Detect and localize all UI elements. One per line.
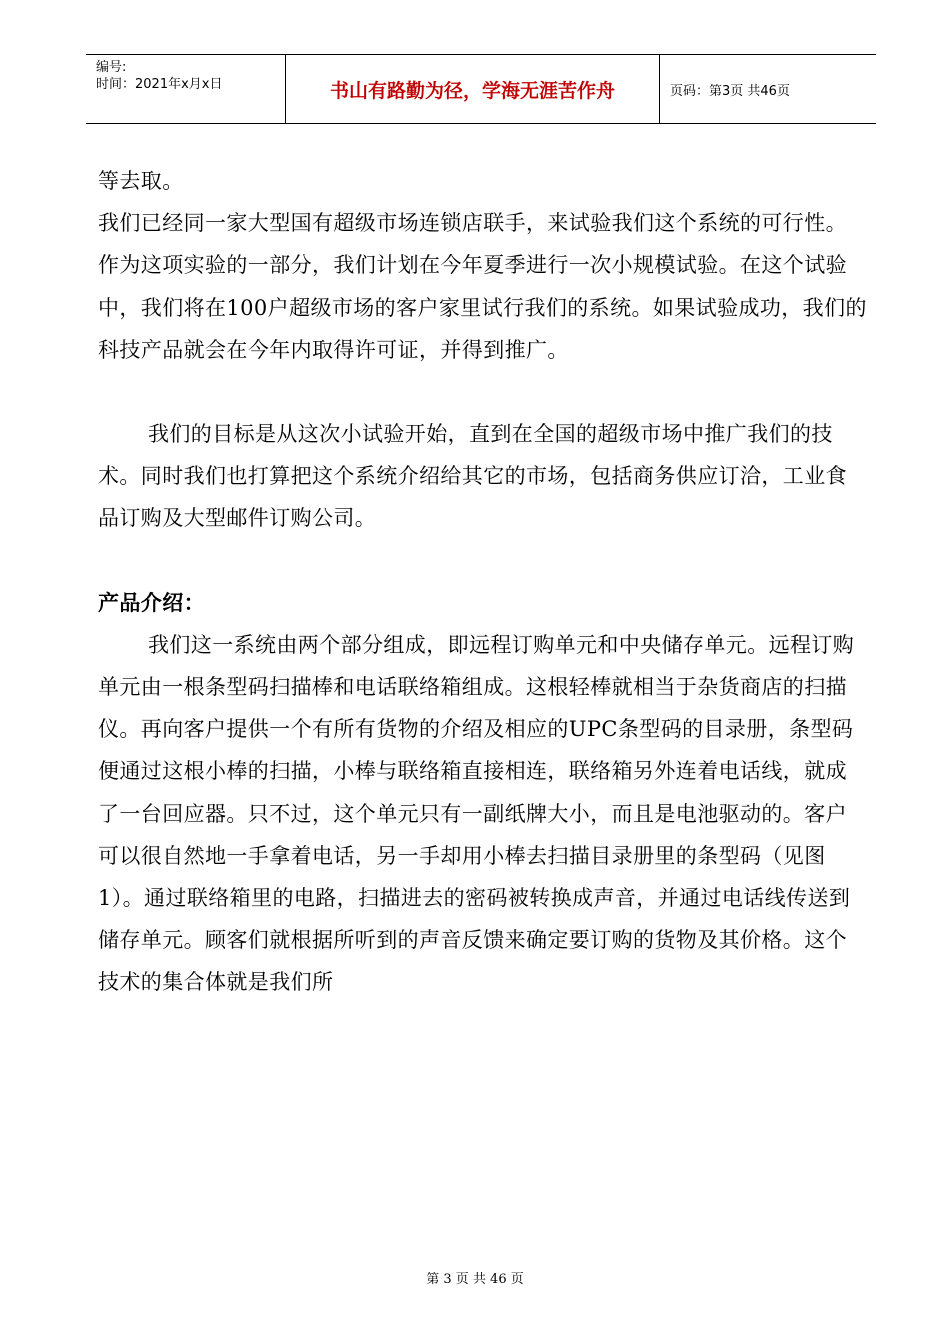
- paragraph-goal: 我们的目标是从这次小试验开始，直到在全国的超级市场中推广我们的技术。同时我们也打算把这个系统介绍给其它的市场，包括商务供应订洽，工业食品订购及大型邮件订购公司。: [98, 422, 847, 531]
- header-motto: 书山有路勤为径，学海无涯苦作舟: [286, 55, 660, 123]
- paragraph-product: 我们这一系统由两个部分组成，即远程订购单元和中央储存单元。远程订购单元由一根条型码扫描棒和电话联络箱组成。这根轻棒就相当于杂货商店的扫描仪。再向客户提供一个有所有货物的介绍及相应的UPC条型码的目录册，条型码便通过这根小棒的扫描，小棒与联络箱直接相连，联络箱另外连着电话线，就成了一台回应器。只不过，这个单元只有一副纸牌大小，而且是电池驱动的。客户可以很自然地一手拿着电话，另一手却用小棒去扫描目录册里的条型码（见图1）。通过联络箱里的电路，扫描进去的密码被转换成声音，并通过电话线传送到储存单元。顾客们就根据所听到的声音反馈来确定要订购的货物及其价格。这个技术的集合体就是我们所: [98, 632, 855, 995]
- time-label: 时间：2021年x月x日: [96, 77, 223, 92]
- page-header: [86, 54, 876, 124]
- section-heading: 产品介绍：: [98, 590, 205, 615]
- number-label: 编号:: [96, 60, 127, 75]
- paragraph-trial: 我们已经同一家大型国有超级市场连锁店联手，来试验我们这个系统的可行性。作为这项实验的一部分，我们计划在今年夏季进行一次小规模试验。在这个试验中，我们将在100户超级市场的客户家里试行我们的系统。如果试验成功，我们的科技产品就会在今年内取得许可证，并得到推广。: [98, 211, 867, 362]
- page-footer: 第 3 页 共 46 页: [426, 1272, 524, 1287]
- header-meta: [86, 55, 286, 123]
- paragraph-continuation: 等去取。: [98, 169, 184, 193]
- header-page-info: 页码：第3页 共46页: [670, 83, 790, 99]
- paragraph-gap: [98, 540, 868, 582]
- document-body: [98, 160, 868, 1004]
- paragraph-gap: [98, 371, 868, 413]
